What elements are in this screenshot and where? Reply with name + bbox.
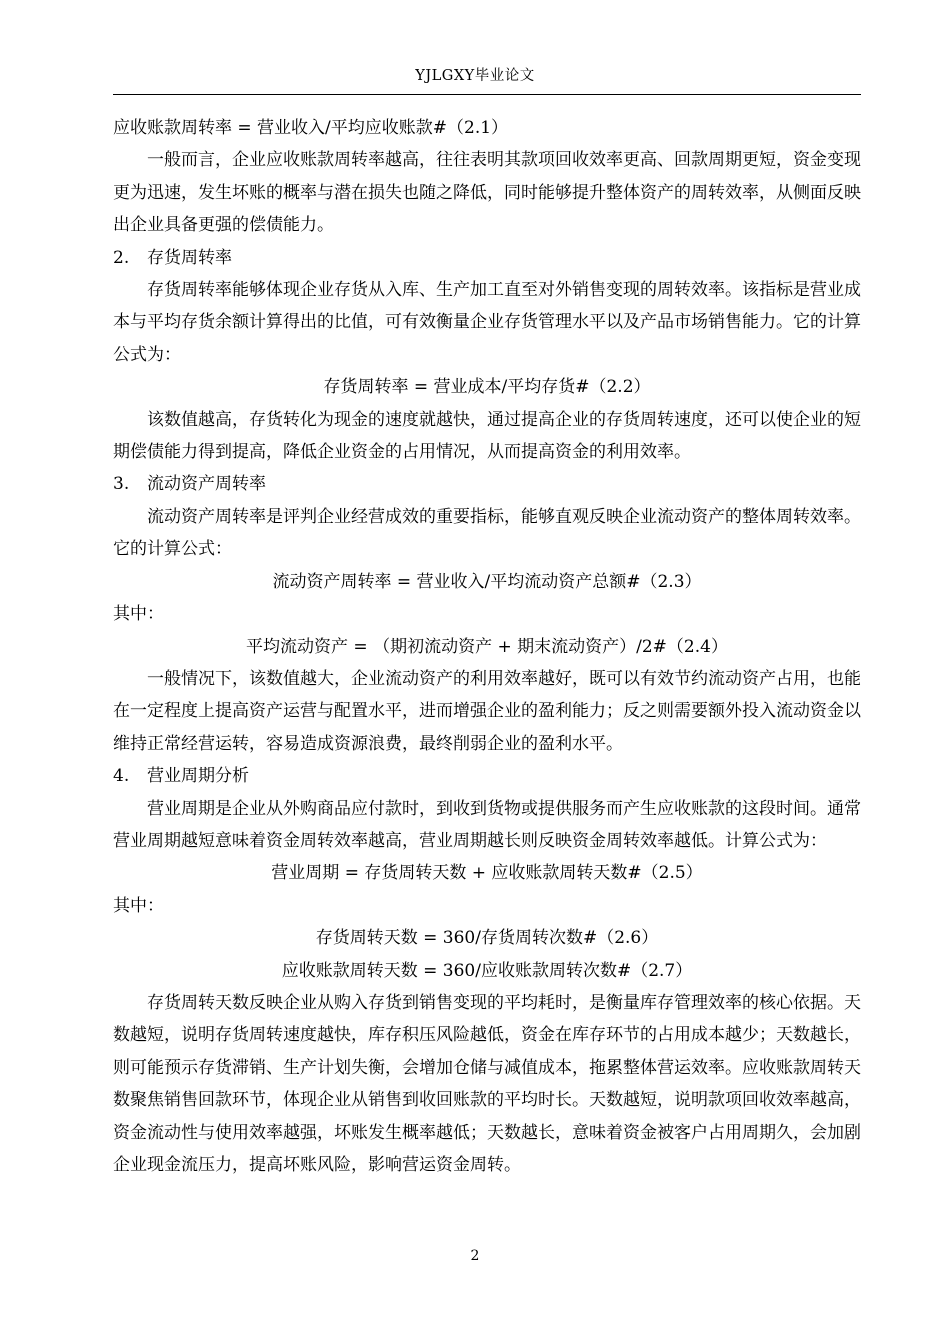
paragraph: 一般而言，企业应收账款周转率越高，往往表明其款项回收效率更高、回款周期更短，资金变现更为迅速，发生坏账的概率与潜在损失也随之降低，同时能够提升整体资产的周转效率，从侧面反映出企业具备更强的偿债能力。 (113, 150, 861, 236)
section-number: 4. (113, 766, 130, 787)
paragraph: 流动资产周转率是评判企业经营成效的重要指标，能够直观反映企业流动资产的整体周转效率。它的计算公式： (113, 506, 861, 560)
section-heading (113, 242, 861, 274)
document-body (113, 112, 861, 1181)
formula-2-5: 营业周期 = 存货周转天数 + 应收账款周转天数#（2.5） (271, 863, 703, 884)
section-number: 2. (113, 247, 130, 268)
formula-2-1: 应收账款周转率 = 营业收入/平均应收账款#（2.1） (113, 118, 509, 138)
paragraph: 该数值越高，存货转化为现金的速度就越快，通过提高企业的存货周转速度，还可以使企业的短期偿债能力得到提高，降低企业资金的占用情况，从而提高资金的利用效率。 (113, 409, 861, 463)
where-label: 其中： (113, 895, 164, 916)
page-header: YJLGXY毕业论文 (415, 68, 535, 84)
formula-2-6: 存货周转天数 = 360/存货周转次数#（2.6） (315, 928, 659, 949)
section-number: 3. (113, 474, 130, 495)
page-number: 2 (470, 1248, 480, 1264)
where-label: 其中： (113, 604, 164, 625)
header-rule (113, 94, 861, 95)
section-heading (113, 760, 861, 792)
section-title: 营业周期分析 (147, 766, 249, 787)
paragraph: 存货周转率能够体现企业存货从入库、生产加工直至对外销售变现的周转效率。该指标是营业成本与平均存货余额计算得出的比值，可有效衡量企业存货管理水平以及产品市场销售能力。它的计算公式为： (113, 280, 861, 365)
paragraph: 一般情况下，该数值越大，企业流动资产的利用效率越好，既可以有效节约流动资产占用，也能在一定程度上提高资产运营与配置水平，进而增强企业的盈利能力；反之则需要额外投入流动资金以维持正常经营运转，容易造成资源浪费，最终削弱企业的盈利水平。 (113, 668, 861, 754)
formula-2-7: 应收账款周转天数 = 360/应收账款周转次数#（2.7） (281, 960, 693, 981)
formula-2-4: 平均流动资产 = （期初流动资产 + 期末流动资产）/2#（2.4） (246, 636, 728, 657)
paragraph: 营业周期是企业从外购商品应付款时，到收到货物或提供服务而产生应收账款的这段时间。通常营业周期越短意味着资金周转效率越高，营业周期越长则反映资金周转效率越低。计算公式为： (113, 798, 861, 851)
formula-2-3: 流动资产周转率 = 营业收入/平均流动资产总额#（2.3） (272, 571, 702, 592)
paragraph: 存货周转天数反映企业从购入存货到销售变现的平均耗时，是衡量库存管理效率的核心依据。天数越短，说明存货周转速度越快，库存积压风险越低，资金在库存环节的占用成本越少；天数越长，则可能预示存货滞销、生产计划失衡，会增加仓储与减值成本，拖累整体营运效率。应收账款周转天数聚焦销售回款环节，体现企业从销售到收回账款的平均时长。天数越短，说明款项回收效率越高，资金流动性与使用效率越强，坏账发生概率越低；天数越长，意味着资金被客户占用周期久，会加剧企业现金流压力，提高坏账风险，影响营运资金周转。 (113, 992, 861, 1175)
section-title: 存货周转率 (147, 247, 232, 268)
formula-2-2: 存货周转率 = 营业成本/平均存货#（2.2） (323, 377, 651, 398)
section-heading (113, 468, 861, 500)
section-title: 流动资产周转率 (147, 474, 266, 495)
